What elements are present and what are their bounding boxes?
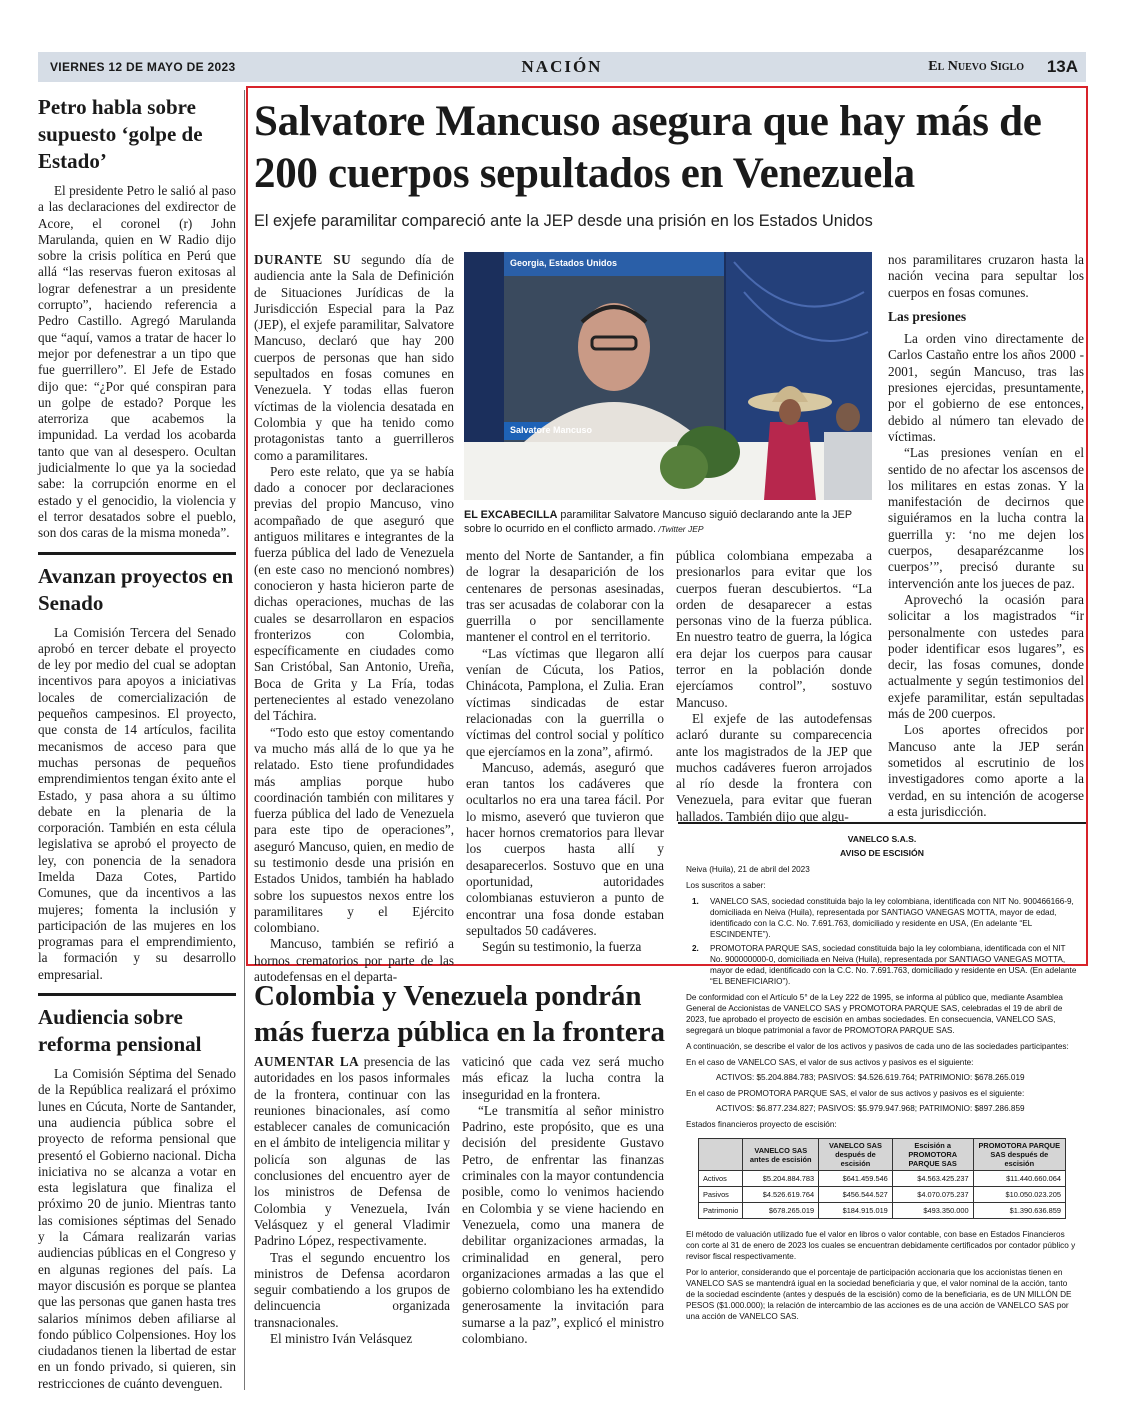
table-row [699,1171,1066,1187]
paragraph: pública colombiana empezaba a presionarlos para evitar que los cuerpos fueran descubiertos. “La orden de desaparecer a estas personas vino de la fuerza pública. En nuestro teatro de guerra, la lógica era dejar los cuerpos para causar terror en la población donde ejercíamos control”, sostuvo Mancuso. [676,548,872,710]
photo-credit: /Twitter JEP [656,524,704,534]
paragraph [254,252,454,464]
paragraph: El ministro Iván Velásquez [270,1331,413,1347]
paragraph: Según su testimonio, la fuerza [482,939,642,955]
notice-party [692,896,1078,940]
brief-title: Petro habla sobre supuesto ‘golpe de Estado’ [38,95,203,173]
column-divider [244,90,245,1390]
party-number: 1. [692,897,699,906]
notice-company: VANELCO S.A.S. [847,834,917,844]
brief-body: El presidente Petro le salió al paso a las declaraciones del exdirector de Acore, el coronel (r) John Marulanda, quien en W Radio dijo sobre la crisis política en Perú que allá “las reservas fueron exitosas al lograr defenestrar a un presidente corrupto”, haciendo referencia a Pedro Castillo. Agregó Marulanda que “aquí, vamos a tratar de hacer lo mejor por defenestrar a un tipo que fue guerrillero”. El Jefe de Estado dijo que: “¿Por qué conspiran para un golpe de estado? Porque les aterroriza que acabemos la impunidad. La verdad los acobarda tanto que van al desespero. Ocultan judicialmente lo que ya la sociedad sabe: la corrupción enorme en el estado y el genocidio, la violencia y el terror desatados sobre el pueblo, son dos caras de la misma moneda”. [38,183,236,541]
section-name: NACIÓN [521,57,603,76]
table-cell: $184.915.019 [819,1203,893,1219]
paragraph: El exjefe de las autodefensas aclaró durante su comparecencia ante los magistrados de la JEP que muchos cadáveres fueron arrojados al río desde la frontera con Venezuela, para evitar que fueran hallados. También dijo que algu- [676,710,872,824]
table-header: VANELCO SAS después de escisión [819,1139,893,1171]
paragraph: Tras el segundo encuentro los ministros de Defensa acordaron seguir combatiendo a los grupos de delincuencia organizada transnacionales. [254,1249,450,1330]
location-banner: Georgia, Estados Unidos [510,258,618,268]
main-column-4 [888,252,1084,820]
notice-paragraph: De conformidad con el Artículo 5° de la Ley 222 de 1995, se informa al público que, mediante Asamblea General de Accionistas de VANELCO SAS y PROMOTORA PARQUE SAS, celebradas el 19 de abril de 2023, fue aprobado el proyecto de escisión en ambas sociedades. En consecuencia, VANELCO SAS, segregará un bloque patrimonial a favor de PROMOTORA PARQUE SAS. [686,993,1063,1035]
table-header-row [699,1139,1066,1171]
financial-table [698,1138,1066,1219]
newspaper-name: El Nuevo Siglo [928,59,1024,74]
notice-paragraph: A continuación, se describe el valor de los activos y pasivos de cada uno de las sociedades participantes: [686,1042,1069,1051]
table-cell: $5.204.884.783 [743,1171,819,1187]
paragraph: mento del Norte de Santander, a fin de lograr la desaparición de los centenares de personas asesinadas, tras ser acusadas de colaborar con la guerrilla o por sencillamente mantener el control en el territorio. [466,548,664,645]
table-cell: $456.544.527 [819,1187,893,1203]
legal-notice [678,822,1086,1390]
paragraph-text: segundo día de audiencia ante la Sala de Definición de Situaciones Jurídicas de la Jurisdicción Especial para la Paz (JEP), el exjefe paramilitar, Salvatore Mancuso, declaró que hay 200 cuerpos de personas que han sido sepultados en fosas comunes en Venezuela. Y todas ellas fueron víctimas de la violencia desatada en Colombia y que ha tenido como protagonistas tanto a guerrilleros como a paramilitares. [254,252,454,463]
notice-heading: AVISO DE ESCISIÓN [840,848,924,858]
divider [38,993,236,996]
notice-paragraph: En el caso de PROMOTORA PARQUE SAS, el valor de sus activos y pasivos es el siguiente: [686,1089,1025,1098]
paragraph: “Le transmitía al señor ministro Padrino, este propósito, que es una decisión del presidente Gustavo Petro, de enfrentar las finanzas criminales con la mayor contundencia posible, como lo venimos haciendo en Colombia y se viene haciendo en Venezuela, como una manera de debilitar organizaciones armadas, la criminalidad en general, pero organizaciones armadas a las que el gobierno colombiano les ha extendido generosamente la invitación para sumarse a la paz”, explicó el ministro colombiano. [462,1102,664,1347]
paragraph: “Las presiones venían en el sentido de no afectar los ascensos de los militares en estas zonas. Y la manifestación de decirnos que siguiéramos en la lucha contra la guerrilla y: ‘no me dejen los cuerpos, desaparézcanme los cuerpos’”, precisó durante su intervención ante los jueces de paz. [888,445,1084,591]
table-cell: $10.050.023.205 [973,1187,1065,1203]
main-column-1 [254,252,454,985]
notice-paragraph: El método de valuación utilizado fue el valor en libros o valor contable, con base en Estados Financieros con corte al 31 de enero de 2023 los cuales se encuentran debidamente certificados por contador público y revisor fiscal respectivamente. [686,1230,1076,1261]
article2-headline: Colombia y Venezuela pondrán más fuerza pública en la frontera [254,980,666,1048]
page-number: 13A [1046,57,1078,76]
paragraph: Aprovechó la ocasión para solicitar a los magistrados “ir personalmente con ustedes para poder identificar esos lugares”, es decir, las fosas comunes, donde actualmente y según testimonios del exjefe paramilitar, están sepultadas más de 200 cuerpos. [888,591,1084,722]
notice-table-title: Estados financieros proyecto de escisión: [686,1120,837,1129]
paragraph-text: presencia de las autoridades en los pasos informales de la frontera, continuar con las reuniones binacionales, así como establecer canales de comunicación en el ámbito de inteligencia militar y policía son algunas de las conclusiones del encuentro ayer de los ministros de Defensa de Colombia y Venezuela, Iván Velásquez y el general Vladimir Padrino López, respectivamente. [254,1054,450,1249]
table-cell: Patrimonio [699,1203,743,1219]
name-banner: Salvatore Mancuso [510,425,593,435]
caption-text: paramilitar Salvatore Mancuso siguió declarando ante la JEP sobre lo ocurrido en el conflicto armado. [464,509,852,535]
paragraph: Pero este relato, que ya se había dado a conocer por declaraciones previas del propio Mancuso, vino acompañado de que aseguró que antiguos militares e integrantes de la fuerza pública del lado de Venezuela (en este caso no mencionó nombres) conocieron y hasta hicieron parte de dichas operaciones, muchas de las cuales se desarrollaron en espacios fronterizos con Colombia, específicamente en ciudades como San Cristóbal, San Antonio, Ureña, Boca de Grita y La Fría, todas pertenecientes al estado venezolano del Táchira. [254,463,454,724]
table-cell: Pasivos [699,1187,743,1203]
article2-column-2 [462,1054,664,1347]
table-header: PROMOTORA PARQUE SAS después de escisión [973,1139,1065,1171]
notice-paragraph: Por lo anterior, considerando que el porcentaje de participación accionaria que los accionistas tienen en VANELCO SAS se mantendrá igual en la sociedad beneficiaria y que, el valor nominal de la acción, tanto de la sociedad escindente (antes y después de la escisión) como de la beneficiaria, es de UN MILLÓN DE PESOS ($1.000.000); la relación de intercambio de las acciones es de una acción de VANELCO SAS por una acción de VANELCO SAS. [686,1268,1072,1321]
page-header [38,52,1086,82]
paragraph: “Todo esto que estoy comentando va mucho más allá de lo que ya he relatado. Esto tiene profundidades más amplias porque hubo coordinación también con militares y fuerza pública del lado de Venezuela para este tipo de operaciones”, aseguró Mancuso, quien, en medio de su testimonio desde una prisión en Estados Unidos, también ha hablado sobre los supuestos nexos entre los paramilitares y el Ejército colombiano. [254,724,454,936]
table-cell: $678.265.019 [743,1203,819,1219]
table-cell: $641.459.546 [819,1171,893,1187]
table-header: VANELCO SAS antes de escisión [743,1139,819,1171]
paragraph: nos paramilitares cruzaron hasta la nación vecina para sepultar los cuerpos en fosas comunes. [888,252,1084,300]
main-headline: Salvatore Mancuso asegura que hay más de 200 cuerpos sepultados en Venezuela [254,98,1042,197]
sidebar-briefs [38,94,236,1392]
caption-lead: EL EXCABECILLA [464,509,558,521]
table-header [699,1139,743,1171]
table-cell: $4.563.425.237 [892,1171,973,1187]
table-row [699,1203,1066,1219]
brief-body: La Comisión Tercera del Senado aprobó en tercer debate el proyecto de ley por medio del cual se adoptan incentivos para apoyos a iniciativas locales de comercialización de pequeños campesinos. El proyecto, que consta de 14 artículos, facilita mecanismos de acceso para que muchas personas de pequeños emprendimientos tengan éxito ante el Estado, y pasa ahora a su último debate en la plenaria de la corporación. También en esta célula legislativa se aprobó el proyecto de ley, con ponencia de la senadora Imelda Daza Cotes, Partido Comunes, que da incentivos a las mujeres; fomenta la inclusión y participación de las mujeres en los programas para el emprendimiento, la formación y su desarrollo empresarial. [38,624,236,982]
paragraph: vaticinó que cada vez será mucho más eficaz la lucha contra la inseguridad en la frontera. [462,1054,664,1102]
main-column-3 [676,548,872,825]
brief-title: Avanzan proyectos en Senado [38,563,234,615]
brief-title: Audiencia sobre reforma pensional [38,1005,202,1057]
table-header: Escisión a PROMOTORA PARQUE SAS [892,1139,973,1171]
lead-in: DURANTE SU [254,252,352,267]
lead-in: AUMENTAR LA [254,1054,360,1069]
issue-date: VIERNES 12 DE MAYO DE 2023 [50,60,236,74]
party-number: 2. [692,944,699,953]
notice-place-date: Neiva (Huila), 21 de abril del 2023 [686,865,810,874]
notice-paragraph: En el caso de VANELCO SAS, el valor de sus activos y pasivos es el siguiente: [686,1058,974,1067]
table-row [699,1187,1066,1203]
notice-intro: Los suscritos a saber: [686,881,766,890]
notice-parties [686,896,1078,987]
article-photo [464,252,872,500]
table-cell: $4.070.075.237 [892,1187,973,1203]
section-subhead: Las presiones [888,308,967,324]
photo-caption [464,508,872,536]
video-conference-photo [464,252,872,500]
table-cell: Activos [699,1171,743,1187]
table-cell: $4.526.619.764 [743,1187,819,1203]
party-text: VANELCO SAS, sociedad constituida bajo la ley colombiana, identificada con NIT No. 900466166-9, domiciliada en Neiva (Huila), representada por SANTIAGO VANEGAS MOTTA, mayor de edad, identificado con la C.C. No. 7.691.763, domiciliado y residente en USA, (En adelante “EL ESCINDENTE”). [710,897,1074,939]
paragraph: Los aportes ofrecidos por Mancuso ante la JEP serán sometidos al escrutinio de los investigadores como aporte a la verdad, en su intención de acogerse a esta jurisdicción. [888,722,1084,819]
paragraph [254,1054,450,1250]
brief-body: La Comisión Séptima del Senado de la República realizará el próximo lunes en Cúcuta, Norte de Santander, una audiencia pública sobre el proyecto de reforma pensional que presentó el Gobierno nacional. Dicha iniciativa no se alcanza a votar en esta legislatura que finaliza el próximo 20 de junio. Mientras tanto las comisiones séptimas del Senado y la Cámara realizarán varias audiencias públicas en el Congreso y en algunas regiones del país. La mayor discusión es porque se plantea que las personas que ganen hasta tres salarios mínimos deben afiliarse al fondo público Colpensiones. Hoy los ciudadanos tienen la libertad de estar en un fondo privado, si quieren, sin restricciones de cuánto devenguen. [38,1066,236,1391]
divider [38,552,236,555]
notice-figures: ACTIVOS: $6.877.234.827; PASIVOS: $5.979.947.968; PATRIMONIO: $897.286.859 [716,1104,1025,1113]
table-cell: $1.390.636.859 [973,1203,1065,1219]
paragraph: Mancuso, además, aseguró que eran tantos los cadáveres que ocultarlos no era una tarea fácil. Por lo mismo, aseveró que tuvieron que hacer hornos crematorios para llevar los cuerpos hasta allí y desaparecerlos. Sostuvo que en una oportunidad, autoridades colombianas estuvieron a punto de encontrar una fosa donde estaban sepultados 50 cadáveres. [466,759,664,938]
notice-figures: ACTIVOS: $5.204.884.783; PASIVOS: $4.526.619.764; PATRIMONIO: $678.265.019 [716,1073,1025,1082]
party-text: PROMOTORA PARQUE SAS, sociedad constituida bajo la ley colombiana, identificada con el NIT No. 900000000-0, domiciliada en Neiva (Huila), representada por SANTIAGO VANEGAS MOTTA, mayor de edad, identificado con la C.C. No. 7.691.763, domiciliado y residente en USA. (En adelante “EL BENEFICIARIO”). [710,944,1077,986]
main-column-2 [466,548,664,955]
paragraph: La orden vino directamente de Carlos Castaño entre los años 2000 - 2001, según Mancuso, tras las presiones ejercidas, presuntamente, por el gobierno de ese entonces, debido al número tan elevado de víctimas. [888,331,1084,444]
paragraph: Mancuso, también se refirió a hornos crematorios por parte de las autodefensas en el departa- [254,936,454,985]
table-cell: $11.440.660.064 [973,1171,1065,1187]
article2-column-1 [254,1054,450,1347]
main-subheadline: El exjefe paramilitar compareció ante la JEP desde una prisión en los Estados Unidos [254,212,873,230]
notice-party [692,943,1078,987]
table-cell: $493.350.000 [892,1203,973,1219]
paragraph: “Las víctimas que llegaron allí venían de Cúcuta, los Patios, Chinácota, Pamplona, el Zulia. Eran víctimas sindicadas de estar relacionadas con la guerrilla o víctimas del control social y político que ejercíamos en la zona”, afirmó. [466,645,664,759]
